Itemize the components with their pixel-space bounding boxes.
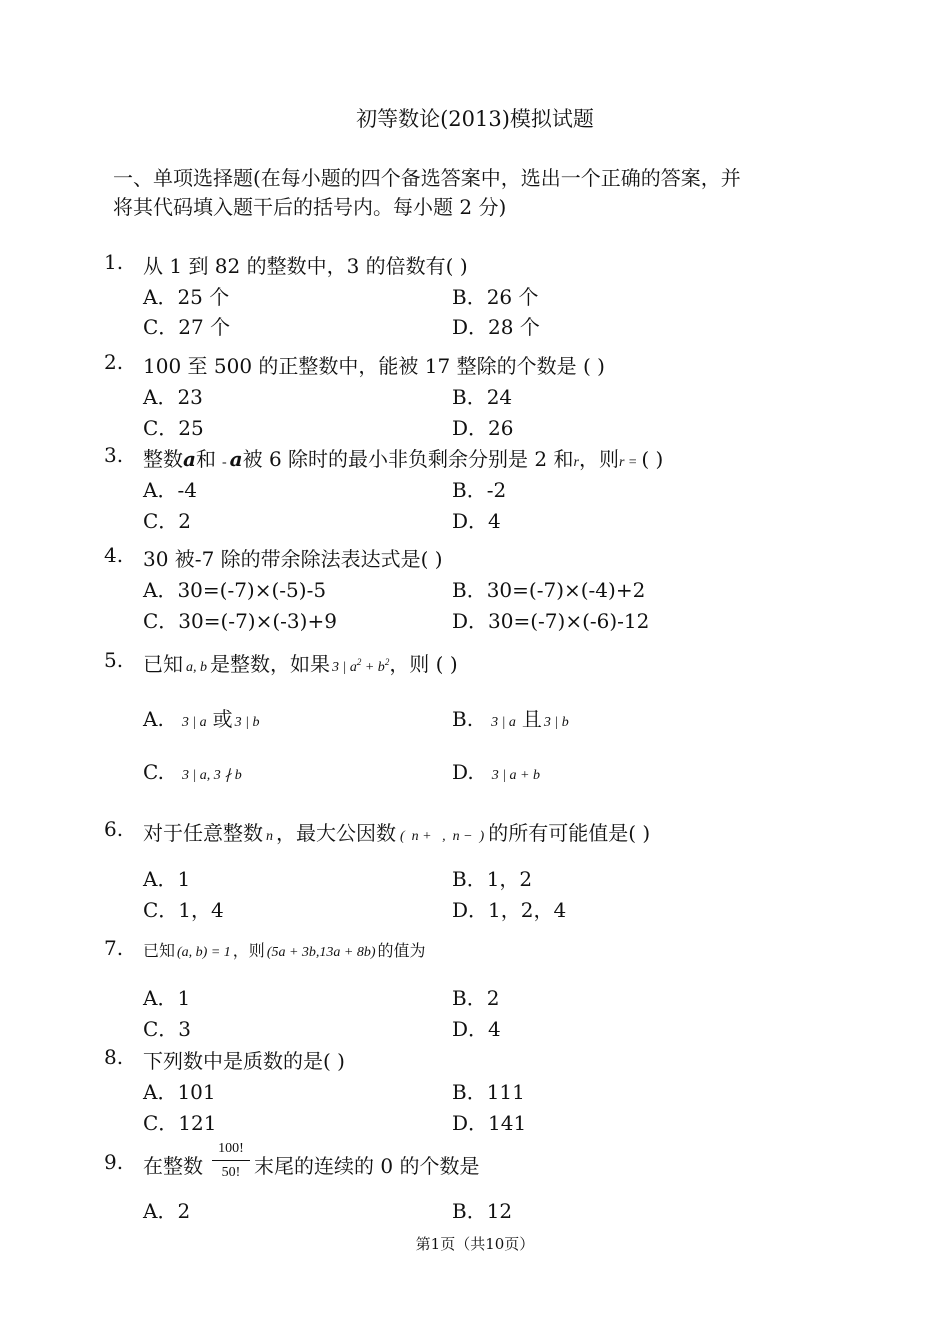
fraction-numerator: 100! xyxy=(218,1141,244,1156)
question-number: 3. xyxy=(104,443,124,467)
question-text-part: ，最大公因数 xyxy=(276,821,396,845)
question-text xyxy=(143,443,663,472)
option-d: D．4 xyxy=(452,509,501,533)
question-text xyxy=(143,648,458,677)
option-d: D．1，2，4 xyxy=(452,898,567,922)
option-a xyxy=(143,703,260,732)
question-text-part: 已知 xyxy=(143,652,183,676)
option-d: D．28 个 xyxy=(452,315,540,339)
question-number: 5. xyxy=(104,648,124,672)
question-number: 6. xyxy=(104,817,124,841)
section-instructions-line2: 将其代码填入题干后的括号内。每小题 2 分) xyxy=(113,195,507,219)
option-b: B．-2 xyxy=(452,478,507,502)
option-b xyxy=(452,703,569,732)
option-b: B．30=(-7)×(-4)+2 xyxy=(452,578,646,602)
option-expr: 3 | a xyxy=(181,715,207,730)
question-text-part: 的值为 xyxy=(377,941,426,960)
gcd-condition: (a, b) = 1 xyxy=(177,945,231,960)
question-number: 2. xyxy=(104,350,124,374)
option-c: C．121 xyxy=(143,1111,217,1135)
exponent: 2 xyxy=(356,657,362,667)
option-expr: 3 | a, 3 ∤ b xyxy=(181,768,242,783)
question-text-part: 和 xyxy=(195,447,216,471)
gcd-expr: (5a + 3b,13a + 8b) xyxy=(266,945,376,960)
option-a: A．2 xyxy=(143,1199,191,1223)
fraction-bar xyxy=(212,1160,250,1161)
question-text-part: 已知 xyxy=(143,941,176,960)
answer-bracket: ( ) xyxy=(641,447,664,471)
vars-ab: a, b xyxy=(186,660,207,675)
option-c xyxy=(143,760,242,784)
question-text: 30 被-7 除的带余除法表达式是( ) xyxy=(143,547,443,571)
option-c: C．30=(-7)×(-3)+9 xyxy=(143,609,337,633)
question-text: 从 1 到 82 的整数中，3 的倍数有( ) xyxy=(143,254,468,278)
question-text-part: 的所有可能值是( ) xyxy=(488,821,651,845)
question-text xyxy=(143,938,426,961)
question-text: 下列数中是质数的是( ) xyxy=(143,1049,345,1073)
question-text-part: 被 6 除时的最小非负剩余分别是 2 和 xyxy=(242,447,574,471)
option-c: C．3 xyxy=(143,1017,192,1041)
var-r: r xyxy=(573,455,579,470)
option-label: D. xyxy=(452,760,474,784)
question-text-part: 对于任意整数 xyxy=(143,821,263,845)
r-equals: r = xyxy=(618,455,638,470)
question-number: 1. xyxy=(104,250,124,274)
option-label: C. xyxy=(143,760,164,784)
option-c: C．1，4 xyxy=(143,898,224,922)
var-a: a xyxy=(183,447,196,471)
exponent: 2 xyxy=(384,657,390,667)
option-expr: 3 | b xyxy=(234,715,260,730)
question-text-part: 整数 xyxy=(143,447,183,471)
option-connector: 且 xyxy=(521,707,542,731)
fraction-denominator: 50! xyxy=(221,1165,241,1180)
option-d: D．4 xyxy=(452,1017,501,1041)
option-expr: 3 | b xyxy=(543,715,569,730)
option-c: C．27 个 xyxy=(143,315,231,339)
option-a: A．1 xyxy=(143,986,191,1010)
condition-expr-b: + b xyxy=(361,660,385,675)
option-a: A．1 xyxy=(143,867,191,891)
option-label: A. xyxy=(143,707,164,731)
option-a: A．30=(-7)×(-5)-5 xyxy=(143,578,327,602)
question-number: 9. xyxy=(104,1150,124,1174)
option-a: A．23 xyxy=(143,385,203,409)
question-text-prefix: 在整数 xyxy=(143,1154,203,1178)
option-b: B．24 xyxy=(452,385,513,409)
question-text-part: ，则 ( ) xyxy=(389,652,458,676)
question-text-part: ，则 xyxy=(232,941,265,960)
option-d xyxy=(452,760,540,784)
option-expr: 3 | a xyxy=(491,715,516,730)
question-number: 7. xyxy=(104,936,124,960)
option-b: B．2 xyxy=(452,986,500,1010)
page-footer: 第1页（共10页） xyxy=(415,1235,535,1253)
option-expr: 3 | a + b xyxy=(491,768,540,783)
minus-sign: - xyxy=(221,455,227,470)
var-n: n xyxy=(266,829,273,844)
option-c: C．2 xyxy=(143,509,192,533)
gcd-expr: ( n + , n − ) xyxy=(400,829,485,844)
option-c: C．25 xyxy=(143,416,204,440)
option-b: B．12 xyxy=(452,1199,513,1223)
option-b: B．111 xyxy=(452,1080,525,1104)
option-connector: 或 xyxy=(212,707,233,731)
section-instructions-line1: 一、单项选择题(在每小题的四个备选答案中，选出一个正确的答案，并 xyxy=(113,166,741,190)
option-a: A．25 个 xyxy=(143,285,230,309)
option-d: D．30=(-7)×(-6)-12 xyxy=(452,609,650,633)
question-number: 4. xyxy=(104,543,124,567)
fraction xyxy=(212,1140,250,1182)
option-a: A．-4 xyxy=(143,478,197,502)
option-a: A．101 xyxy=(143,1080,216,1104)
option-b: B．26 个 xyxy=(452,285,539,309)
question-text xyxy=(143,817,650,846)
option-d: D．26 xyxy=(452,416,514,440)
option-b: B．1，2 xyxy=(452,867,533,891)
question-number: 8. xyxy=(104,1045,124,1069)
question-text-suffix: 末尾的连续的 0 的个数是 xyxy=(254,1154,480,1178)
option-d: D．141 xyxy=(452,1111,527,1135)
option-label: B. xyxy=(452,707,474,731)
question-text-part: 是整数，如果 xyxy=(210,652,330,676)
question-text-part: ，则 xyxy=(578,447,619,471)
condition-expr: 3 | a xyxy=(332,660,357,675)
page-title: 初等数论(2013)模拟试题 xyxy=(356,107,594,131)
var-a: a xyxy=(229,447,243,471)
question-text: 100 至 500 的正整数中，能被 17 整除的个数是 ( ) xyxy=(143,354,605,378)
